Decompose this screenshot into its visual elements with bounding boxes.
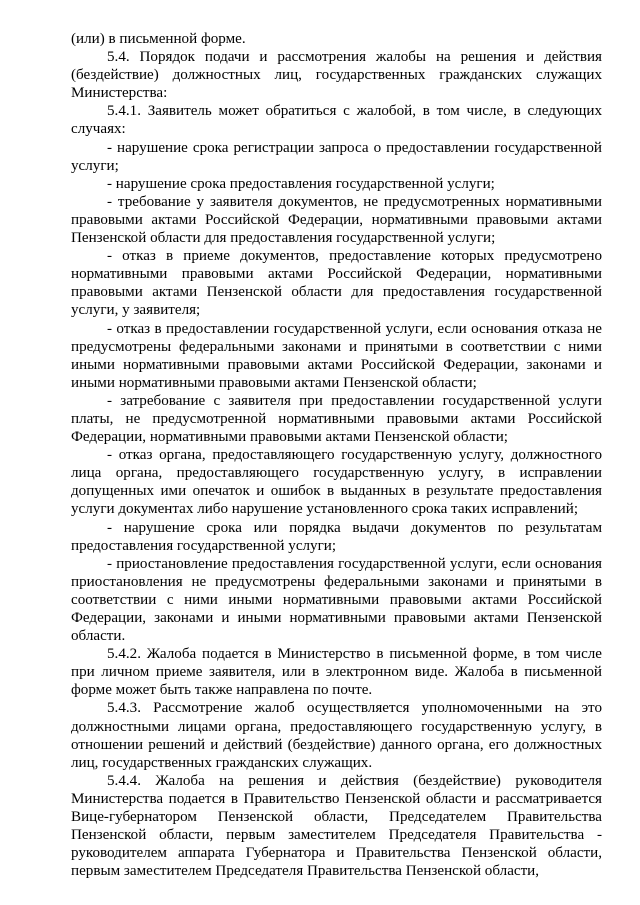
clause-5-4-4: 5.4.4. Жалоба на решения и действия (бездействие) руководителя Министерства подается в Правительство Пензенской области и рассматривается Вице-губернатором Пензенской области, Председателем Правительства Пензенской области, первым заместителем Председателя Правительства - руководителем аппарата Губернатора и Правительства Пензенской области, первым заместителем Председателя Правительства Пензенской области,	[71, 772, 602, 880]
list-item: - затребование с заявителя при предоставлении государственной услуги платы, не предусмотренной нормативными правовыми актами Российской Федерации, нормативными правовыми актами Пензенской области;	[71, 392, 602, 446]
list-item: - отказ органа, предоставляющего государственную услугу, должностного лица органа, предоставляющего государственную услугу, в исправлении допущенных ими опечаток и ошибок в выданных в результате предоставления услуги документах либо нарушение установленного срока таких исправлений;	[71, 447, 602, 518]
list-item: - нарушение срока предоставления государственной услуги;	[107, 175, 495, 192]
list-item: - отказ в приеме документов, предоставление которых предусмотрено нормативными правовыми актами Российской Федерации, нормативными правовыми актами Пензенской области для предоставления государственной услуги, у заявителя;	[71, 248, 602, 319]
list-item: - требование у заявителя документов, не предусмотренных нормативными правовыми актами Российской Федерации, нормативными правовыми актами Пензенской области для предоставления государственной услуги;	[71, 193, 602, 247]
list-item: - нарушение срока или порядка выдачи документов по результатам предоставления государственной услуги;	[71, 519, 602, 554]
paragraph-continuation: (или) в письменной форме.	[71, 31, 246, 47]
clause-5-4-3: 5.4.3. Рассмотрение жалоб осуществляется уполномоченными на это должностными лицами органа, предоставляющего государственную услугу, в отношении решений и действий (бездействие) данного органа, его должностных лиц, государственных гражданских служащих.	[71, 700, 602, 771]
list-item: - отказ в предоставлении государственной услуги, если основания отказа не предусмотрены федеральными законами и принятыми в соответствии с ними иными нормативными правовыми актами Российской Федерации, законами и иными нормативными правовыми актами Пензенской области;	[71, 320, 602, 391]
list-item: - нарушение срока регистрации запроса о предоставлении государственной услуги;	[71, 139, 602, 174]
section-5-4-heading: 5.4. Порядок подачи и рассмотрения жалобы на решения и действия (бездействие) должностных лиц, государственных гражданских служащих Министерства:	[71, 49, 602, 102]
clause-5-4-1: 5.4.1. Заявитель может обратиться с жалобой, в том числе, в следующих случаях:	[71, 103, 602, 138]
clause-5-4-2: 5.4.2. Жалоба подается в Министерство в письменной форме, в том числе при личном приеме заявителя, или в электронном виде. Жалоба в письменной форме может быть также направлена по почте.	[71, 646, 602, 699]
document-page	[71, 30, 602, 880]
list-item: - приостановление предоставления государственной услуги, если основания приостановления не предусмотрены федеральными законами и принятыми в соответствии с ними иными нормативными правовыми актами Российской Федерации, законами и иными нормативными правовыми актами Пензенской области.	[71, 555, 602, 645]
